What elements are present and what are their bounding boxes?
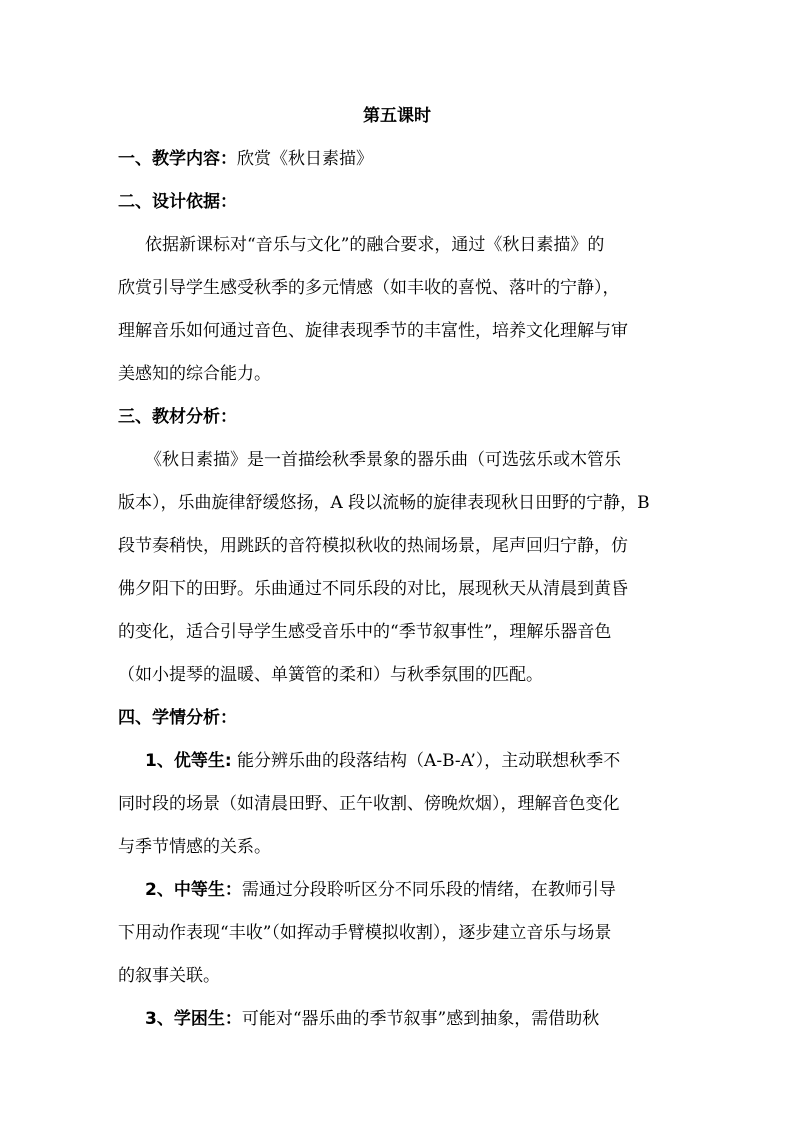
paragraph-line: 美感知的综合能力。 — [118, 364, 271, 384]
paragraph-line: 佛夕阳下的田野。乐曲通过不同乐段的对比，展现秋天从清晨到黄昏 — [118, 579, 628, 599]
list-item — [145, 1007, 725, 1031]
item-text: 能分辨乐曲的段落结构（A-B-A’），主动联想秋季不 — [231, 751, 621, 771]
item-text: 需通过分段聆听区分不同乐段的情绪，在教师引导 — [241, 880, 616, 900]
paragraph-line: 《秋日素描》是一首描绘秋季景象的器乐曲（可选弦乐或木管乐 — [145, 450, 621, 470]
section-teaching-content — [118, 147, 698, 171]
paragraph-line: 依据新课标对“音乐与文化”的融合要求，通过《秋日素描》的 — [145, 235, 605, 255]
paragraph-line: 段节奏稍快，用跳跃的音符模拟秋收的热闹场景，尾声回归宁静，仿 — [118, 536, 628, 556]
section-heading: 二、设计依据： — [118, 192, 237, 212]
paragraph-line: 下用动作表现“丰收”（如挥动手臂模拟收割），逐步建立音乐与场景 — [118, 923, 612, 943]
paragraph-line: 版本），乐曲旋律舒缓悠扬，A 段以流畅的旋律表现秋日田野的宁静，B — [118, 493, 650, 513]
section-value: 欣赏《秋日素描》 — [237, 149, 373, 169]
item-label: 3、学困生： — [145, 1009, 242, 1029]
section-heading: 三、教材分析： — [118, 407, 237, 427]
item-label: 1、优等生: — [145, 751, 232, 771]
paragraph-line: 的变化，适合引导学生感受音乐中的“季节叙事性”，理解乐器音色 — [118, 622, 612, 642]
list-item — [145, 878, 725, 902]
paragraph-line: 与季节情感的关系。 — [118, 837, 271, 857]
paragraph-line: 的叙事关联。 — [118, 966, 220, 986]
item-text: 可能对“器乐曲的季节叙事”感到抽象，需借助秋 — [241, 1009, 600, 1029]
section-heading: 一、教学内容： — [118, 149, 237, 169]
paragraph-line: （如小提琴的温暖、单簧管的柔和）与秋季氛围的匹配。 — [118, 665, 543, 685]
lesson-title: 第五课时 — [363, 106, 431, 126]
section-heading: 四、学情分析： — [118, 708, 237, 728]
item-label: 2、中等生： — [145, 880, 242, 900]
list-item — [145, 749, 725, 773]
paragraph-line: 同时段的场景（如清晨田野、正午收割、傍晚炊烟），理解音色变化 — [118, 794, 620, 814]
paragraph-line: 欣赏引导学生感受秋季的多元情感（如丰收的喜悦、落叶的宁静）， — [118, 278, 620, 298]
paragraph-line: 理解音乐如何通过音色、旋律表现季节的丰富性，培养文化理解与审 — [118, 321, 628, 341]
